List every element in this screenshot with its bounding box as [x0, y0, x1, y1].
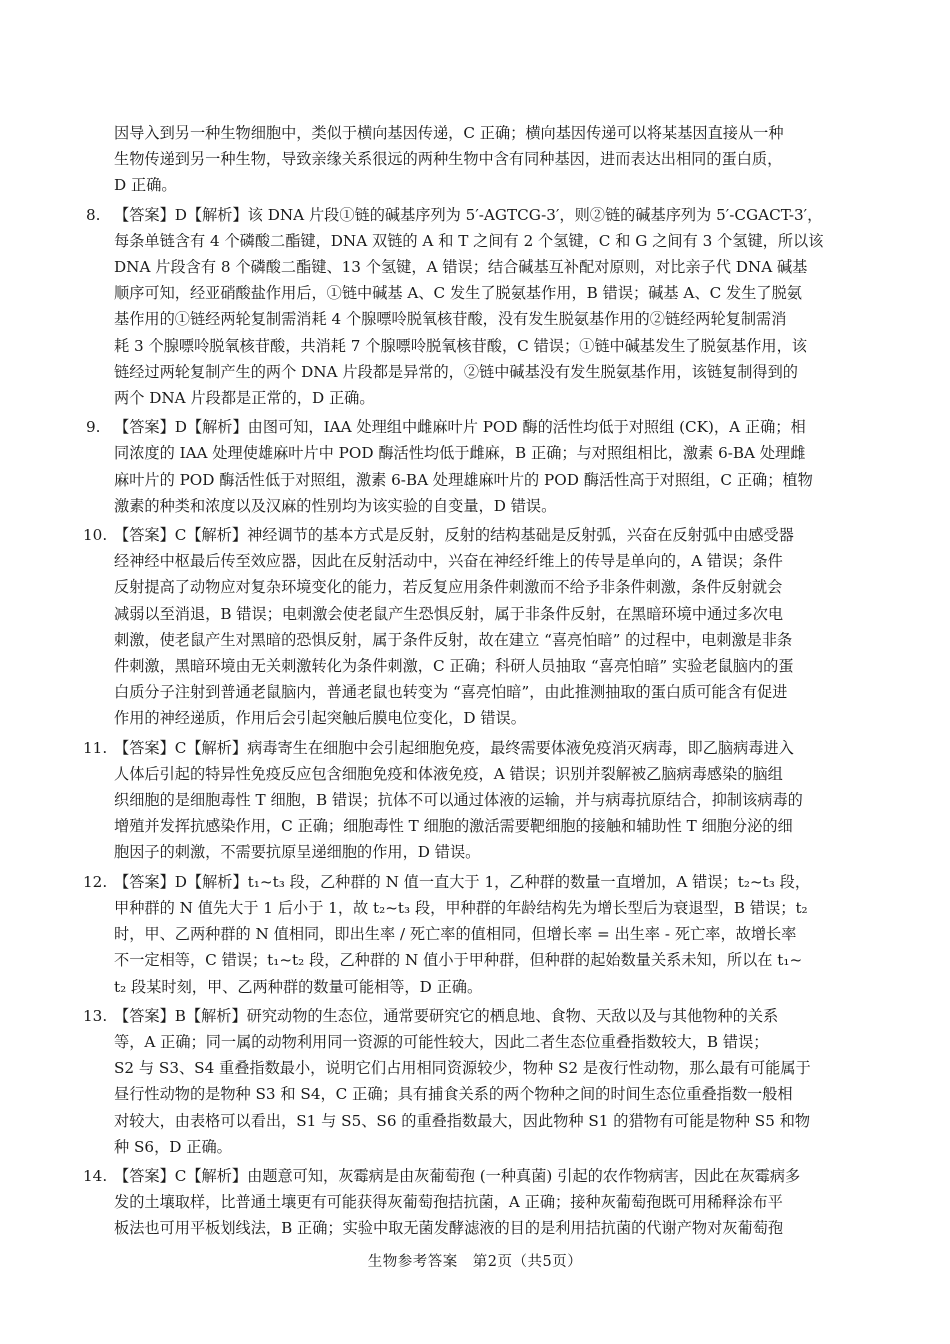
text-line: 等，A 正确；同一属的动物利用同一资源的可能性较大，因此二者生态位重叠指数较大，B 错误； — [114, 1032, 769, 1051]
text-line: 【答案】C【解析】病毒寄生在细胞中会引起细胞免疫，最终需要体液免疫消灭病毒，即乙脑病毒进入 — [114, 738, 794, 757]
text-line: 人体后引起的特异性免疫反应包含细胞免疫和体液免疫，A 错误；识别并裂解被乙脑病毒感染的脑组 — [114, 764, 783, 783]
text-line: 增殖并发挥抗感染作用，C 正确；细胞毒性 T 细胞的激活需要靶细胞的接触和辅助性 T 细胞分泌的细 — [114, 817, 793, 836]
answer-item — [83, 1003, 866, 1160]
item-number: 12. — [83, 872, 108, 891]
item-number: 13. — [83, 1006, 108, 1025]
text-line: 织细胞的是细胞毒性 T 细胞，B 错误；抗体不可以通过体液的运输，并与病毒抗原结合，抑制该病毒的 — [114, 791, 803, 810]
text-line: 顺序可知，经亚硝酸盐作用后，①链中碱基 A、C 发生了脱氨基作用，B 错误；碱基 A、C 发生了脱氨 — [114, 284, 802, 303]
text-line: 【答案】D【解析】由图可知，IAA 处理组中雌麻叶片 POD 酶的活性均低于对照组 (CK)，A 正确；相 — [114, 418, 806, 437]
text-line: 【答案】D【解析】该 DNA 片段①链的碱基序列为 5′-AGTCG-3′，则②链的碱基序列为 5′-CGACT-3′， — [114, 205, 823, 224]
answer-content — [83, 120, 866, 1245]
text-line: 件刺激，黑暗环境由无关刺激转化为条件刺激，C 正确；科研人员抽取 “喜亮怕暗” 实验老鼠脑内的蛋 — [114, 657, 794, 676]
answer-list — [83, 202, 866, 1242]
text-line: 经神经中枢最后传至效应器，因此在反射活动中，兴奋在神经纤维上的传导是单向的，A 错误；条件 — [114, 552, 783, 571]
text-line: 白质分子注射到普通老鼠脑内，普通老鼠也转变为 “喜亮怕暗”，由此推测抽取的蛋白质可能含有促进 — [114, 683, 788, 702]
text-line: 作用的神经递质，作用后会引起突触后膜电位变化，D 错误。 — [114, 709, 526, 728]
item-number: 9. — [86, 418, 101, 437]
text-line: 【答案】C【解析】由题意可知，灰霉病是由灰葡萄孢 (一种真菌) 引起的农作物病害，因此在灰霉病多 — [114, 1166, 801, 1185]
text-line: 板法也可用平板划线法，B 正确；实验中取无菌发酵滤液的目的是利用拮抗菌的代谢产物对灰葡萄孢 — [114, 1219, 784, 1238]
item-number: 14. — [83, 1166, 108, 1185]
text-line: 甲种群的 N 值先大于 1 后小于 1，故 t₂~t₃ 段，甲种群的年龄结构先为增长型后为衰退型，B 错误；t₂ — [114, 898, 808, 917]
text-line: 胞因子的刺激，不需要抗原呈递细胞的作用，D 错误。 — [114, 843, 481, 862]
text-line: 耗 3 个腺嘌呤脱氧核苷酸，共消耗 7 个腺嘌呤脱氧核苷酸，C 错误；①链中碱基发生了脱氨基作用，该 — [114, 336, 807, 355]
text-line: 麻叶片的 POD 酶活性低于对照组，激素 6-BA 处理雄麻叶片的 POD 酶活性高于对照组，C 正确；植物 — [114, 470, 813, 489]
text-line: 两个 DNA 片段都是正常的，D 正确。 — [114, 389, 375, 408]
text-line: 减弱以至消退，B 错误；电刺激会使老鼠产生恐惧反射，属于非条件反射，在黑暗环境中通过多次电 — [114, 604, 784, 623]
text-line: 【答案】C【解析】神经调节的基本方式是反射，反射的结构基础是反射弧，兴奋在反射弧中由感受器 — [114, 526, 794, 545]
text-line: 【答案】B【解析】研究动物的生态位，通常要研究它的栖息地、食物、天敌以及与其他物种的关系 — [114, 1006, 779, 1025]
text-line: 生物传递到另一种生物，导致亲缘关系很远的两种生物中含有同种基因，进而表达出相同的蛋白质， — [114, 150, 783, 169]
text-line: D 正确。 — [114, 176, 177, 195]
answer-item — [83, 1163, 866, 1242]
item-number: 10. — [83, 526, 108, 545]
text-line: t₂ 段某时刻，甲、乙两种群的数量可能相等，D 正确。 — [114, 977, 483, 996]
continued-paragraph — [86, 120, 866, 199]
text-line: 基作用的①链经两轮复制需消耗 4 个腺嘌呤脱氧核苷酸，没有发生脱氨基作用的②链经两轮复制需消 — [114, 310, 787, 329]
text-line: 同浓度的 IAA 处理使雄麻叶片中 POD 酶活性均低于雌麻，B 正确；与对照组相比，激素 6-BA 处理雌 — [114, 444, 806, 463]
answer-item — [86, 414, 866, 519]
answer-item — [83, 522, 866, 732]
text-line: S2 与 S3、S4 重叠指数最小，说明它们占用相同资源较少，物种 S2 是夜行性动物，那么最有可能属于 — [114, 1059, 811, 1078]
text-line: DNA 片段含有 8 个磷酸二酯键、13 个氢键，A 错误；结合碱基互补配对原则，对比亲子代 DNA 碱基 — [114, 258, 808, 277]
answer-item — [83, 869, 866, 1000]
text-line: 对较大，由表格可以看出，S1 与 S5、S6 的重叠指数最大，因此物种 S1 的猎物有可能是物种 S5 和物 — [114, 1111, 811, 1130]
text-line: 反射提高了动物应对复杂环境变化的能力，若反复应用条件刺激而不给予非条件刺激，条件反射就会 — [114, 578, 783, 597]
page-footer: 生物参考答案 第2页（共5页） — [367, 1254, 583, 1270]
text-line: 链经过两轮复制产生的两个 DNA 片段都是异常的，②链中碱基没有发生脱氨基作用，该链复制得到的 — [114, 362, 798, 381]
answer-item — [86, 202, 866, 412]
item-number: 11. — [83, 738, 108, 757]
item-number: 8. — [86, 205, 101, 224]
answer-item — [83, 735, 866, 866]
text-line: 时，甲、乙两种群的 N 值相同，即出生率 / 死亡率的值相同，但增长率 = 出生率 - 死亡率，故增长率 — [114, 925, 797, 944]
text-line: 刺激，使老鼠产生对黑暗的恐惧反射，属于条件反射，故在建立 “喜亮怕暗” 的过程中，电刺激是非条 — [114, 630, 793, 649]
text-line: 昼行性动物的是物种 S3 和 S4，C 正确；具有捕食关系的两个物种之间的时间生态位重叠指数一般相 — [114, 1085, 793, 1104]
text-line: 激素的种类和浓度以及汉麻的性别均为该实验的自变量，D 错误。 — [114, 496, 557, 515]
text-line: 种 S6，D 正确。 — [114, 1137, 232, 1156]
text-line: 因导入到另一种生物细胞中，类似于横向基因传递，C 正确；横向基因传递可以将某基因直接从一种 — [114, 124, 784, 142]
text-line: 不一定相等，C 错误；t₁~t₂ 段，乙种群的 N 值小于甲种群，但种群的起始数量关系未知，所以在 t₁~ — [114, 951, 803, 970]
text-line: 【答案】D【解析】t₁~t₃ 段，乙种群的 N 值一直大于 1，乙种群的数量一直增加，A 错误；t₂~t₃ 段， — [114, 872, 811, 891]
text-line: 每条单链含有 4 个磷酸二酯键，DNA 双链的 A 和 T 之间有 2 个氢键，C 和 G 之间有 3 个氢键，所以该 — [114, 231, 824, 250]
text-line: 发的土壤取样，比普通土壤更有可能获得灰葡萄孢拮抗菌，A 正确；接种灰葡萄孢既可用稀释涂布平 — [114, 1193, 783, 1212]
